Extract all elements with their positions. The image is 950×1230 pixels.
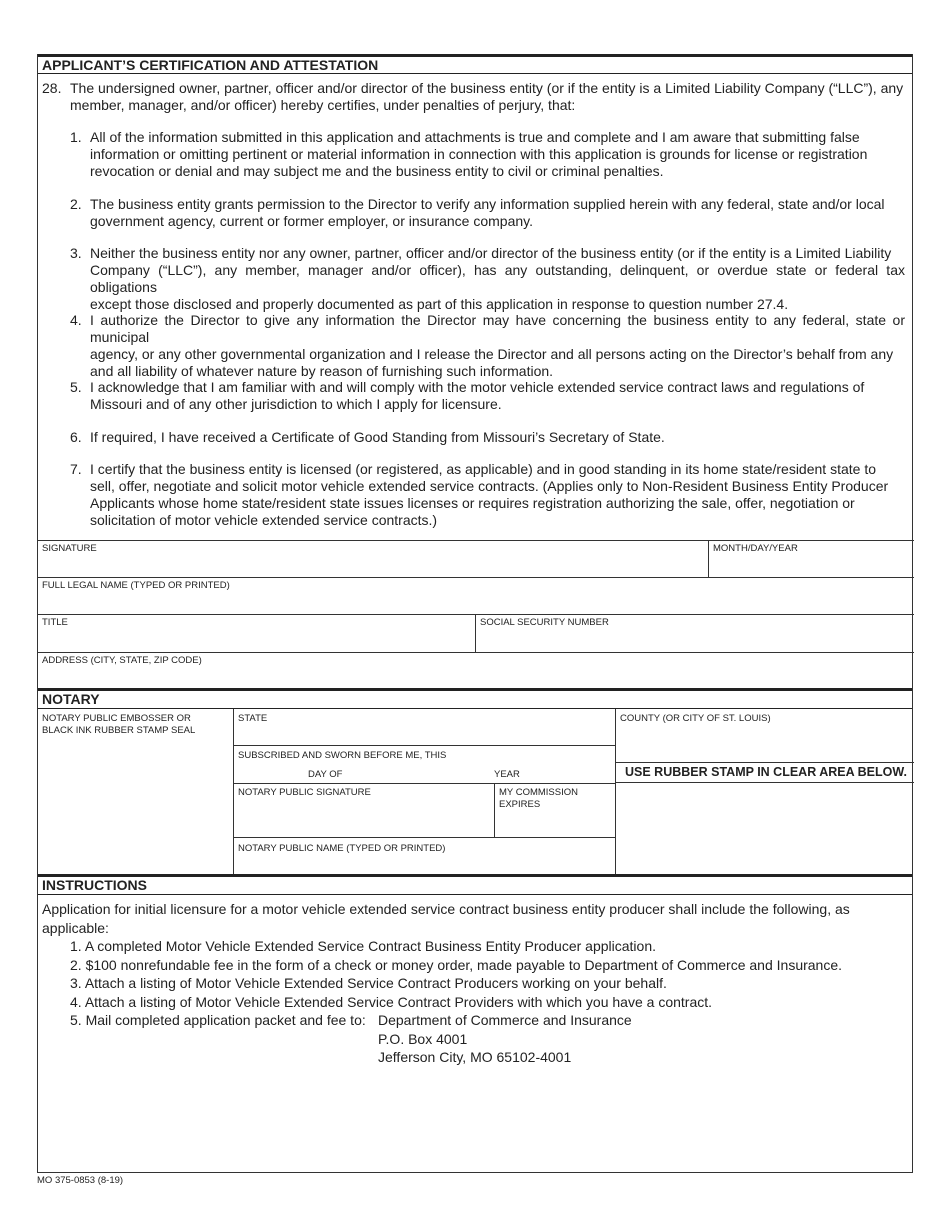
notary-heading-text: NOTARY xyxy=(42,691,100,707)
item-line: The business entity grants permission to the Director to verify any information supplied herein with any federal, state and/or local xyxy=(90,196,885,212)
divider xyxy=(708,540,709,577)
instruction-number: 4. xyxy=(70,993,82,1010)
item-line: revocation or denial and may subject me and the business entity to civil or criminal penalties. xyxy=(90,163,664,179)
instruction-item xyxy=(70,974,667,993)
instructions-heading-text: INSTRUCTIONS xyxy=(42,877,147,893)
item-number: 2. xyxy=(70,196,82,212)
instruction-number: 5. xyxy=(70,1012,82,1028)
item-line: I certify that the business entity is licensed (or registered, as applicable) and in good standing in its home state/resident state to xyxy=(90,461,876,477)
item-number: 3. xyxy=(70,245,82,261)
day-of-field[interactable]: DAY OF xyxy=(308,769,343,780)
item-number: 1. xyxy=(70,129,82,145)
item-text xyxy=(90,245,905,313)
commission-label: EXPIRES xyxy=(499,799,541,810)
instruction-item xyxy=(70,993,712,1012)
signature-field[interactable]: SIGNATURE xyxy=(42,543,97,554)
notary-signature-field[interactable]: NOTARY PUBLIC SIGNATURE xyxy=(238,787,371,798)
item-text xyxy=(90,129,905,180)
item-line: and all liability of whatever nature by reason of furnishing such information. xyxy=(90,363,554,379)
ssn-field[interactable]: SOCIAL SECURITY NUMBER xyxy=(480,617,609,628)
divider xyxy=(233,837,615,838)
item-number: 7. xyxy=(70,461,82,477)
instruction-item xyxy=(70,937,656,956)
date-field[interactable]: MONTH/DAY/YEAR xyxy=(713,543,798,554)
instructions-intro-line: applicable: xyxy=(42,919,109,936)
mailing-address xyxy=(378,1011,632,1067)
item-text xyxy=(90,379,905,413)
item-line: Company (“LLC”), any member, manager and/or officer), has any outstanding, delinquent, or overdue state or federal tax obligations xyxy=(90,262,905,295)
certification-heading xyxy=(38,54,912,74)
commission-expires-field[interactable] xyxy=(499,787,578,811)
instructions-intro-line: Application for initial licensure for a motor vehicle extended service contract business entity producer shall include the following, as xyxy=(42,901,850,917)
divider xyxy=(494,783,495,837)
item-line: I acknowledge that I am familiar with and will comply with the motor vehicle extended service contract laws and regulations of xyxy=(90,379,865,395)
item-line: Applicants whose home state/resident state issues licenses or requires registration authorizing the sale, offer, negotiation or xyxy=(90,495,855,511)
notary-seal-area xyxy=(42,713,195,737)
instruction-item xyxy=(70,956,842,975)
instruction-text: A completed Motor Vehicle Extended Service Contract Business Entity Producer application. xyxy=(84,938,657,954)
item-number: 5. xyxy=(70,379,82,395)
divider xyxy=(233,709,234,874)
certification-heading-text: APPLICANT’S CERTIFICATION AND ATTESTATION xyxy=(42,57,379,73)
subscribed-label: SUBSCRIBED AND SWORN BEFORE ME, THIS xyxy=(238,750,447,761)
divider xyxy=(615,762,914,763)
notary-heading xyxy=(38,688,912,709)
divider xyxy=(233,783,615,784)
item-line: If required, I have received a Certificate of Good Standing from Missouri’s Secretary of State. xyxy=(90,429,665,445)
address-line: P.O. Box 4001 xyxy=(378,1030,468,1047)
title-field[interactable]: TITLE xyxy=(42,617,68,628)
item-line: solicitation of motor vehicle extended service contracts.) xyxy=(90,512,438,528)
instruction-number: 2. xyxy=(70,956,82,973)
divider xyxy=(38,652,914,653)
state-field[interactable]: STATE xyxy=(238,713,268,724)
question-intro xyxy=(70,80,905,114)
item-line: sell, offer, negotiate and solicit motor vehicle extended service contracts. (Applies only to Non-Resident Business Entity Producer xyxy=(90,478,889,494)
commission-label: MY COMMISSION xyxy=(499,787,578,798)
item-line: Missouri and of any other jurisdiction to which I apply for licensure. xyxy=(90,396,502,412)
item-line: except those disclosed and properly documented as part of this application in response to question number 27.4. xyxy=(90,296,789,312)
item-line: government agency, current or former employer, or insurance company. xyxy=(90,213,534,229)
divider xyxy=(38,577,914,578)
full-legal-name-field[interactable]: FULL LEGAL NAME (TYPED OR PRINTED) xyxy=(42,580,230,591)
item-text xyxy=(90,196,905,230)
instruction-text: $100 nonrefundable fee in the form of a check or money order, made payable to Department of Commerce and Insurance. xyxy=(85,956,843,973)
instructions-intro xyxy=(42,900,902,937)
address-line: Department of Commerce and Insurance xyxy=(378,1012,632,1028)
address-field[interactable]: ADDRESS (CITY, STATE, ZIP CODE) xyxy=(42,655,202,666)
divider xyxy=(615,782,914,783)
instruction-item xyxy=(70,1011,366,1030)
item-line: Neither the business entity nor any owner, partner, officer and/or director of the business entity (or if the entity is a Limited Liability xyxy=(90,245,892,261)
item-line: All of the information submitted in this application and attachments is true and complete and I am aware that submitting false xyxy=(90,129,860,145)
item-number: 4. xyxy=(70,312,82,328)
instruction-number: 3. xyxy=(70,975,82,991)
form-page xyxy=(37,54,913,1173)
instruction-text: Mail completed application packet and fee to: xyxy=(85,1012,366,1028)
year-field[interactable]: YEAR xyxy=(494,769,520,780)
instruction-text: Attach a listing of Motor Vehicle Extended Service Contract Providers with which you have a contract. xyxy=(84,993,713,1010)
instruction-number: 1. xyxy=(70,938,82,954)
instruction-text: Attach a listing of Motor Vehicle Extended Service Contract Producers working on your behalf. xyxy=(84,975,667,991)
question-number: 28. xyxy=(42,80,62,96)
instructions-heading xyxy=(38,874,912,895)
item-line: agency, or any other governmental organization and I release the Director and all persons acting on the Director’s behalf from any xyxy=(90,346,894,362)
divider xyxy=(615,709,616,874)
rubber-stamp-label: USE RUBBER STAMP IN CLEAR AREA BELOW. xyxy=(625,765,907,779)
seal-label: BLACK INK RUBBER STAMP SEAL xyxy=(42,725,196,736)
divider xyxy=(38,540,914,541)
question-intro-line: member, manager, and/or officer) hereby certifies, under penalties of perjury, that: xyxy=(70,97,576,113)
divider xyxy=(233,745,615,746)
question-intro-line: The undersigned owner, partner, officer and/or director of the business entity (or if the entity is a Limited Liability Company (“LLC”), any xyxy=(70,80,904,96)
item-line: information or omitting pertinent or material information in connection with this application is grounds for license or registration xyxy=(90,146,868,162)
notary-name-field[interactable]: NOTARY PUBLIC NAME (TYPED OR PRINTED) xyxy=(238,843,446,854)
form-id: MO 375-0853 (8-19) xyxy=(37,1175,124,1186)
county-field[interactable]: COUNTY (OR CITY OF ST. LOUIS) xyxy=(620,713,771,724)
item-line: I authorize the Director to give any information the Director may have concerning the business entity to any federal, state or municipal xyxy=(90,312,905,345)
divider xyxy=(475,614,476,652)
seal-label: NOTARY PUBLIC EMBOSSER OR xyxy=(42,713,191,724)
item-number: 6. xyxy=(70,429,82,445)
item-text xyxy=(90,429,905,446)
item-text xyxy=(90,312,905,380)
item-text xyxy=(90,461,905,529)
divider xyxy=(38,614,914,615)
address-line: Jefferson City, MO 65102-4001 xyxy=(378,1049,572,1065)
